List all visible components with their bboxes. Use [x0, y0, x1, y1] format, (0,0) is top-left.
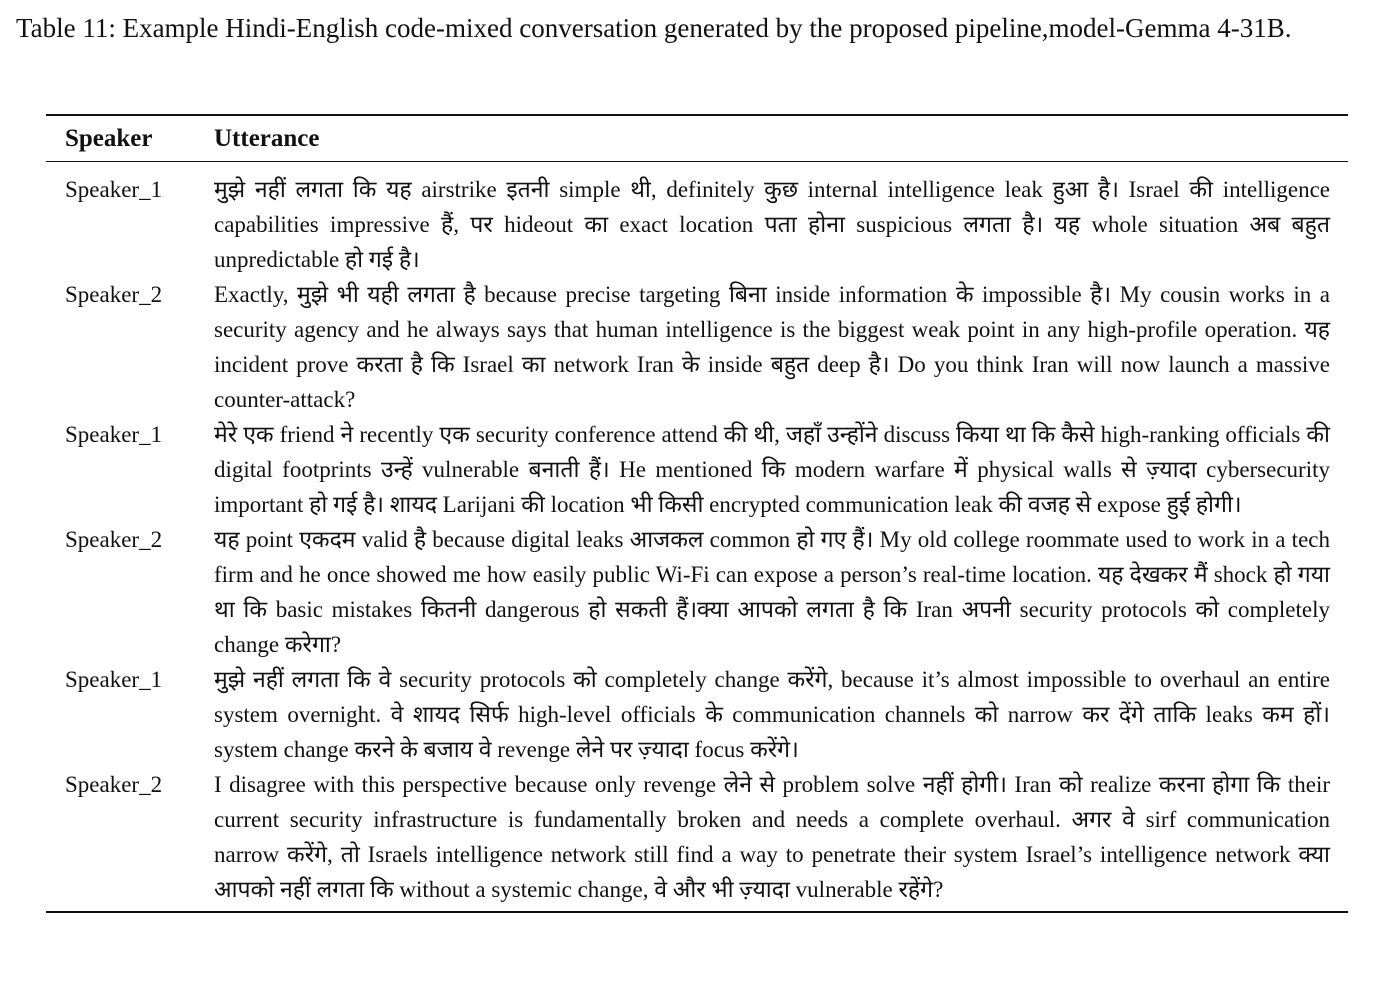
speaker-cell: Speaker_1 — [65, 177, 163, 202]
table-row — [46, 417, 1348, 522]
speaker-cell: Speaker_1 — [65, 422, 163, 447]
table-row — [46, 767, 1348, 912]
conversation-table-container — [46, 114, 1348, 913]
table-row — [46, 522, 1348, 662]
table-caption: Table 11: Example Hindi-English code-mixed conversation generated by the proposed pipeline,model-Gemma 4-31B. — [16, 13, 1292, 43]
header-utterance: Utterance — [214, 125, 320, 152]
speaker-cell: Speaker_2 — [65, 772, 163, 797]
utterance-cell: मुझे नहीं लगता कि यह airstrike इतनी simple थी, definitely कुछ internal intelligence leak हुआ है। Israel की intelligence capabilities impressive हैं, पर hideout का exact location पता होना suspicious लगता है। यह whole situation अब बहुत unpredictable हो गई है। — [214, 177, 1330, 272]
conversation-table — [46, 114, 1348, 913]
utterance-cell: मुझे नहीं लगता कि वे security protocols को completely change करेंगे, because it’s almost impossible to overhaul an entire system overnight. वे शायद सिर्फ high-level officials के communication channels को narrow कर देंगे ताकि leaks कम हों। system change करने के बजाय वे revenge लेने पर ज़्यादा focus करेंगे। — [214, 667, 1330, 762]
utterance-cell: यह point एकदम valid है because digital leaks आजकल common हो गए हैं। My old college roommate used to work in a tech firm and he once showed me how easily public Wi-Fi can expose a person’s real-time location. यह देखकर मैं shock हो गया था कि basic mistakes कितनी dangerous हो सकती हैं।क्या आपको लगता है कि Iran अपनी security protocols को completely change करेगा? — [214, 527, 1330, 657]
utterance-cell: I disagree with this perspective because only revenge लेने से problem solve नहीं होगी। Iran को realize करना होगा कि their current security infrastructure is fundamentally broken and needs a complete overhaul. अगर वे sirf communication narrow करेंगे, तो Israels intelligence network still find a way to penetrate their system Israel’s intelligence network क्या आपको नहीं लगता कि without a systemic change, वे और भी ज़्यादा vulnerable रहेंगे? — [214, 772, 1330, 902]
speaker-cell: Speaker_2 — [65, 282, 163, 307]
speaker-cell: Speaker_2 — [65, 527, 163, 552]
table-row — [46, 162, 1348, 278]
header-speaker: Speaker — [65, 125, 153, 152]
utterance-cell: Exactly, मुझे भी यही लगता है because precise targeting बिना inside information के impossible है। My cousin works in a security agency and he always says that human intelligence is the biggest weak point in any high-profile operation. यह incident prove करता है कि Israel का network Iran के inside बहुत deep है। Do you think Iran will now launch a massive counter-attack? — [214, 282, 1330, 412]
speaker-cell: Speaker_1 — [65, 667, 163, 692]
table-row — [46, 662, 1348, 767]
utterance-cell: मेरे एक friend ने recently एक security conference attend की थी, जहाँ उन्होंने discuss किया था कि कैसे high-ranking officials की digital footprints उन्हें vulnerable बनाती हैं। He mentioned कि modern warfare में physical walls से ज़्यादा cybersecurity important हो गई है। शायद Larijani की location भी किसी encrypted communication leak की वजह से expose हुई होगी। — [214, 422, 1330, 517]
table-header — [46, 115, 1348, 162]
table-row — [46, 277, 1348, 417]
header-row — [46, 115, 1348, 162]
table-body — [46, 162, 1348, 913]
